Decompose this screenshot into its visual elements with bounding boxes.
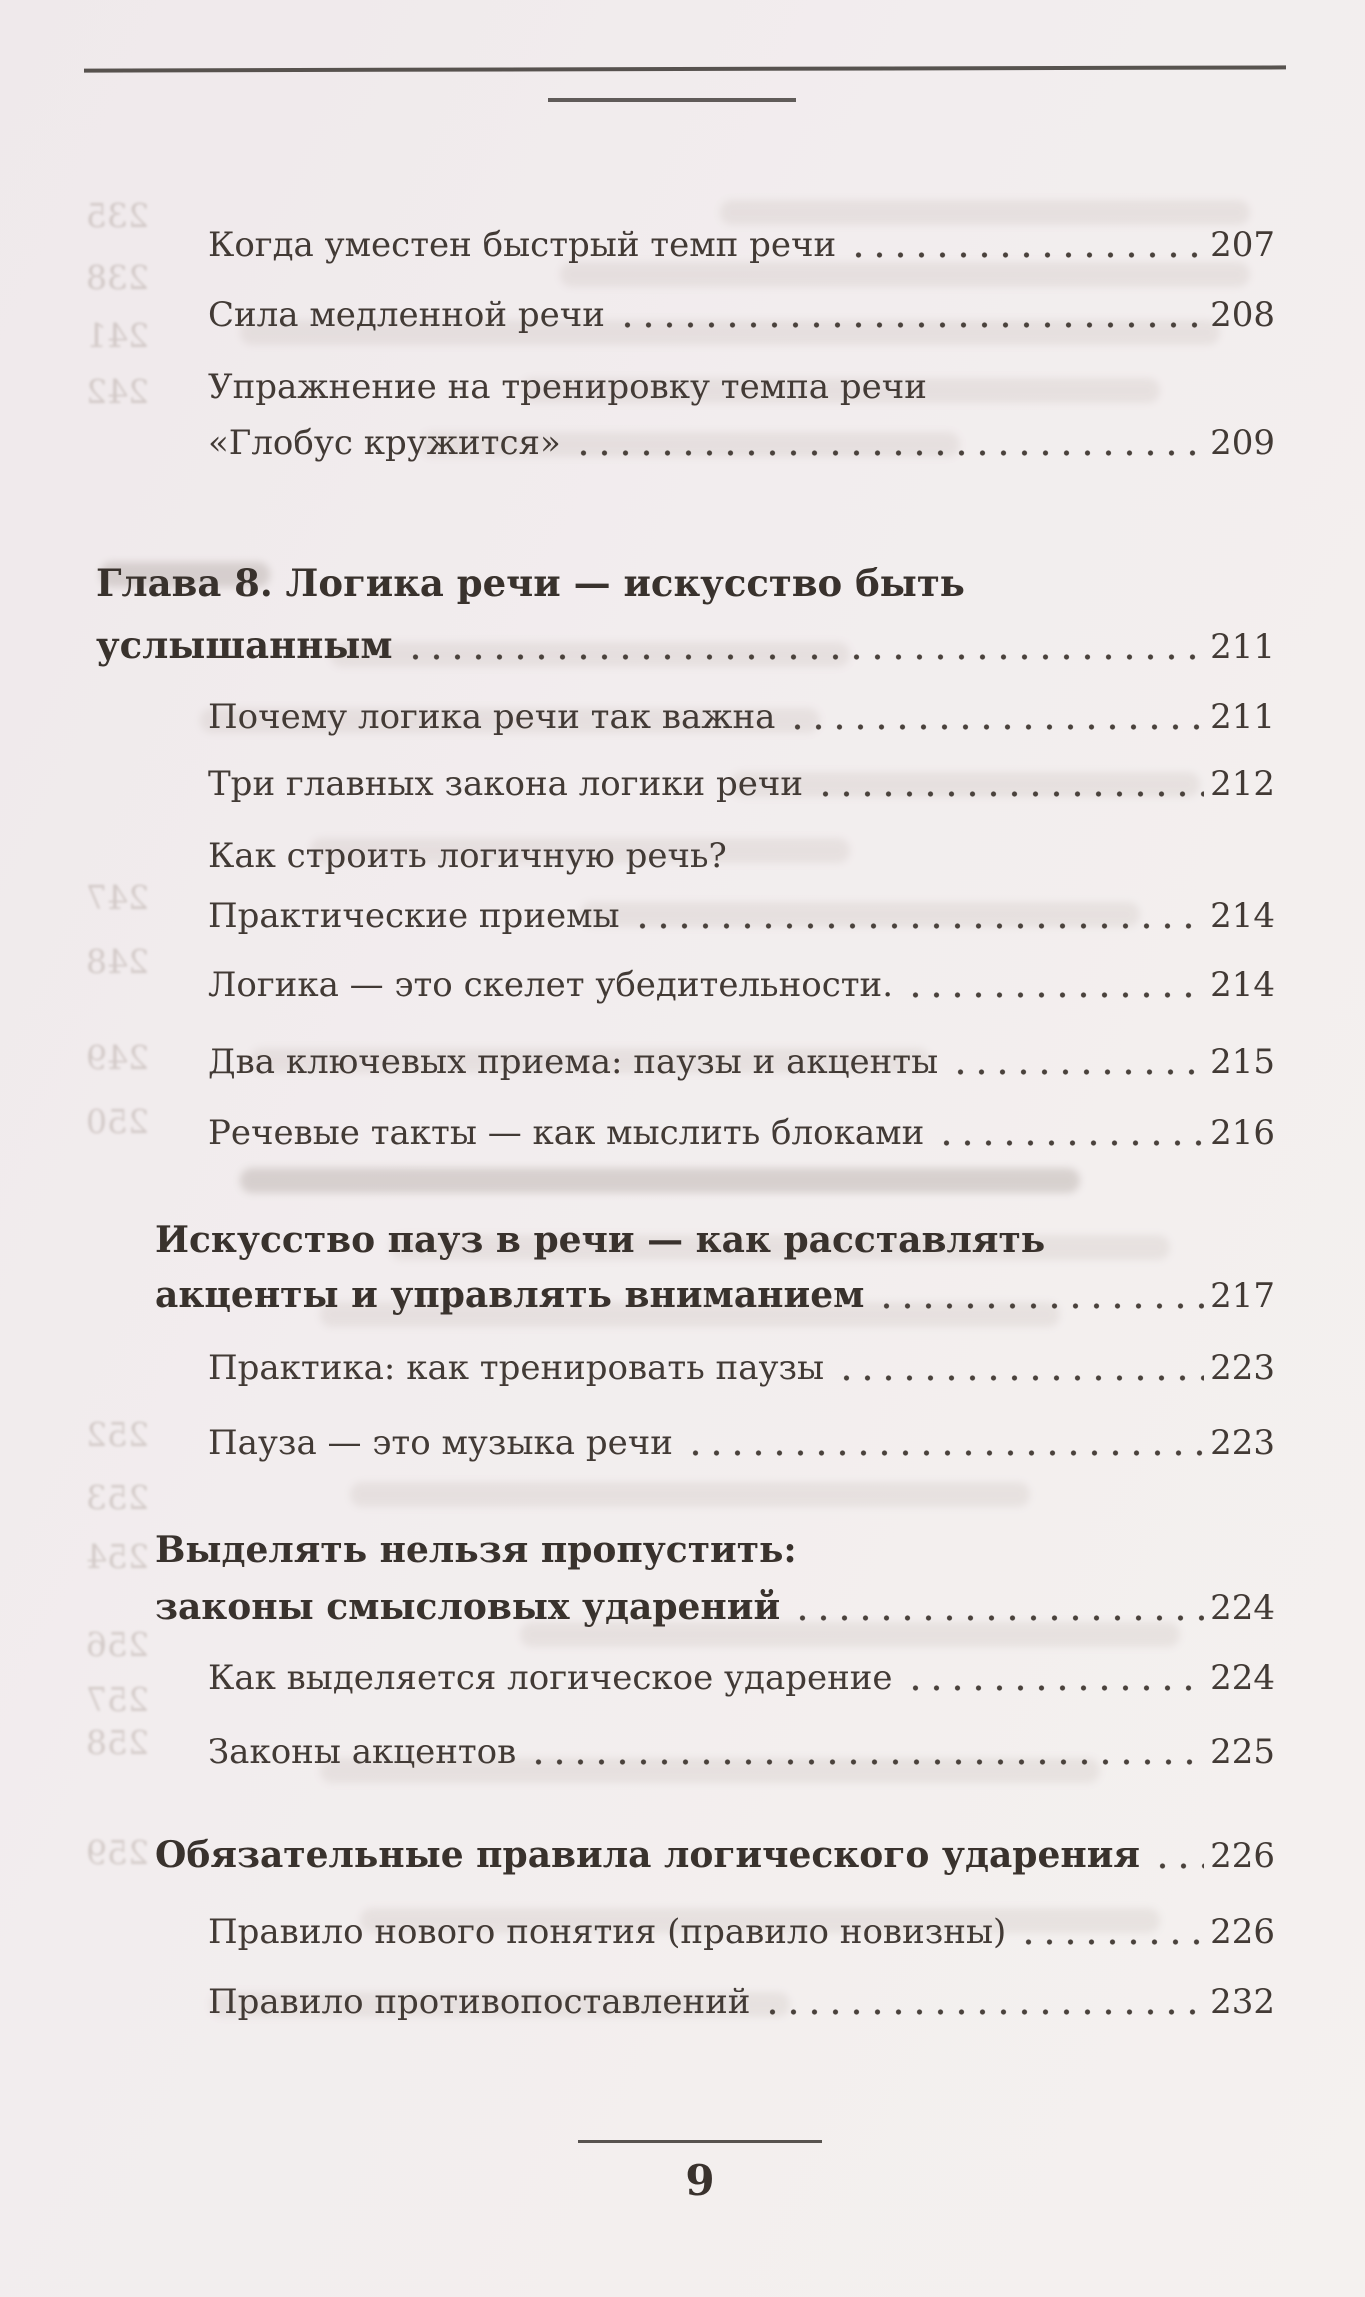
toc-page-number: 217 <box>1210 1276 1275 1316</box>
dot-leader <box>1152 1832 1204 1879</box>
ghost-page-number: 253 <box>86 1478 149 1517</box>
ghost-bleedthrough-smudge <box>350 1482 1030 1507</box>
toc-page-number: 223 <box>1210 1348 1275 1388</box>
toc-row <box>208 1729 1275 1775</box>
toc-page-number: 223 <box>1210 1423 1275 1463</box>
toc-row <box>96 560 1275 606</box>
toc-entry-text: услышанным <box>96 623 393 667</box>
toc-row <box>208 1655 1275 1701</box>
toc-entry-text: Почему логика речи так важна <box>208 697 776 737</box>
toc-row <box>208 1420 1275 1466</box>
ghost-page-number: 247 <box>86 878 149 917</box>
toc-entry-text: законы смысловых ударений <box>155 1586 781 1628</box>
toc-page-number: 207 <box>1210 225 1275 265</box>
toc-entry-text: Практические приемы <box>208 896 620 936</box>
ghost-page-number: 238 <box>86 258 149 297</box>
ghost-page-number: 252 <box>86 1415 149 1454</box>
toc-page-number: 226 <box>1210 1836 1275 1876</box>
header-short-rule <box>548 98 796 102</box>
toc-row <box>96 622 1275 670</box>
dot-leader <box>905 962 1204 1008</box>
toc-entry-text: Сила медленной речи <box>208 295 605 335</box>
toc-entry-text: Искусство пауз в речи — как расставлять <box>155 1219 1046 1261</box>
dot-leader <box>685 1420 1204 1466</box>
toc-row <box>155 1527 1275 1573</box>
dot-leader <box>1018 1909 1204 1955</box>
toc-entry-text: Как выделяется логическое ударение <box>208 1658 893 1698</box>
toc-page-number: 225 <box>1210 1732 1275 1772</box>
toc-entry-text: Выделять нельзя пропустить: <box>155 1529 797 1571</box>
page-number: 9 <box>685 2156 715 2205</box>
toc-entry-text: Правило нового понятия (правило новизны) <box>208 1912 1007 1952</box>
ghost-page-number: 258 <box>86 1723 149 1762</box>
toc-page-number: 211 <box>1210 627 1275 667</box>
dot-leader <box>787 694 1204 740</box>
toc-row <box>208 1110 1275 1156</box>
toc-page-number: 211 <box>1210 697 1275 737</box>
toc-row <box>208 761 1275 807</box>
toc-row <box>208 420 1275 466</box>
toc-row <box>155 1832 1275 1879</box>
dot-leader <box>632 893 1204 939</box>
dot-leader <box>936 1110 1204 1156</box>
toc-page-number: 232 <box>1210 1982 1275 2022</box>
toc-row <box>208 364 1275 410</box>
dot-leader <box>848 222 1204 268</box>
toc-page-number: 224 <box>1210 1588 1275 1628</box>
ghost-page-number: 257 <box>86 1680 149 1719</box>
toc-entry-text: Глава 8. Логика речи — искусство быть <box>96 561 965 605</box>
toc-page-number: 226 <box>1210 1912 1275 1952</box>
dot-leader <box>573 420 1204 466</box>
dot-leader <box>405 622 1205 670</box>
toc-page-number: 209 <box>1210 423 1275 463</box>
dot-leader <box>836 1345 1204 1391</box>
toc-row <box>155 1217 1275 1263</box>
toc-entry-text: Два ключевых приема: паузы и акценты <box>208 1042 939 1082</box>
ghost-page-number: 249 <box>86 1038 149 1077</box>
toc-row <box>208 1909 1275 1955</box>
ghost-page-number: 259 <box>86 1833 149 1872</box>
dot-leader <box>617 292 1204 338</box>
toc-entry-text: Речевые такты — как мыслить блоками <box>208 1113 925 1153</box>
dot-leader <box>950 1039 1204 1085</box>
top-rule <box>84 65 1286 72</box>
toc-row <box>155 1584 1275 1631</box>
toc-entry-text: акценты и управлять вниманием <box>155 1274 865 1316</box>
toc-page-number: 215 <box>1210 1042 1275 1082</box>
dot-leader <box>792 1584 1204 1631</box>
toc-row <box>208 1039 1275 1085</box>
dot-leader <box>762 1979 1204 2025</box>
ghost-page-number: 254 <box>86 1537 149 1576</box>
dot-leader <box>905 1655 1205 1701</box>
toc-entry-text: Законы акцентов <box>208 1732 517 1772</box>
toc-row <box>208 833 1275 879</box>
toc-row <box>208 1345 1275 1391</box>
ghost-page-number: 248 <box>86 942 149 981</box>
toc-row <box>208 222 1275 268</box>
dot-leader <box>876 1272 1204 1319</box>
toc-entry-text: Логика — это скелет убедительности. <box>208 965 894 1005</box>
toc-entry-text: Правило противопоставлений <box>208 1982 751 2022</box>
ghost-page-number: 241 <box>86 316 149 355</box>
ghost-page-number: 242 <box>86 372 149 411</box>
ghost-bleedthrough-smudge <box>240 1168 1080 1193</box>
toc-entry-text: Три главных закона логики речи <box>208 764 803 804</box>
ghost-page-number: 235 <box>86 196 149 235</box>
toc-page-number: 224 <box>1210 1658 1275 1698</box>
toc-page-number: 214 <box>1210 896 1275 936</box>
ghost-page-number: 250 <box>86 1102 149 1141</box>
toc-row <box>208 694 1275 740</box>
toc-page-number: 212 <box>1210 764 1275 804</box>
toc-entry-text: Как строить логичную речь? <box>208 836 727 876</box>
toc-row <box>155 1272 1275 1319</box>
toc-entry-text: Упражнение на тренировку темпа речи <box>208 367 927 407</box>
toc-entry-text: Когда уместен быстрый темп речи <box>208 225 837 265</box>
toc-row <box>208 1979 1275 2025</box>
dot-leader <box>528 1729 1204 1775</box>
toc-page-number: 214 <box>1210 965 1275 1005</box>
toc-entry-text: Пауза — это музыка речи <box>208 1423 673 1463</box>
toc-row <box>208 292 1275 338</box>
toc-row <box>208 962 1275 1008</box>
ghost-page-number: 256 <box>86 1625 149 1664</box>
toc-entry-text: Практика: как тренировать паузы <box>208 1348 825 1388</box>
footer-rule <box>578 2140 822 2143</box>
dot-leader <box>815 761 1204 807</box>
toc-entry-text: Обязательные правила логического ударения <box>155 1834 1141 1876</box>
toc-page-number: 208 <box>1210 295 1275 335</box>
toc-row <box>208 893 1275 939</box>
toc-page-number: 216 <box>1210 1113 1275 1153</box>
toc-entry-text: «Глобус кружится» <box>208 423 561 463</box>
